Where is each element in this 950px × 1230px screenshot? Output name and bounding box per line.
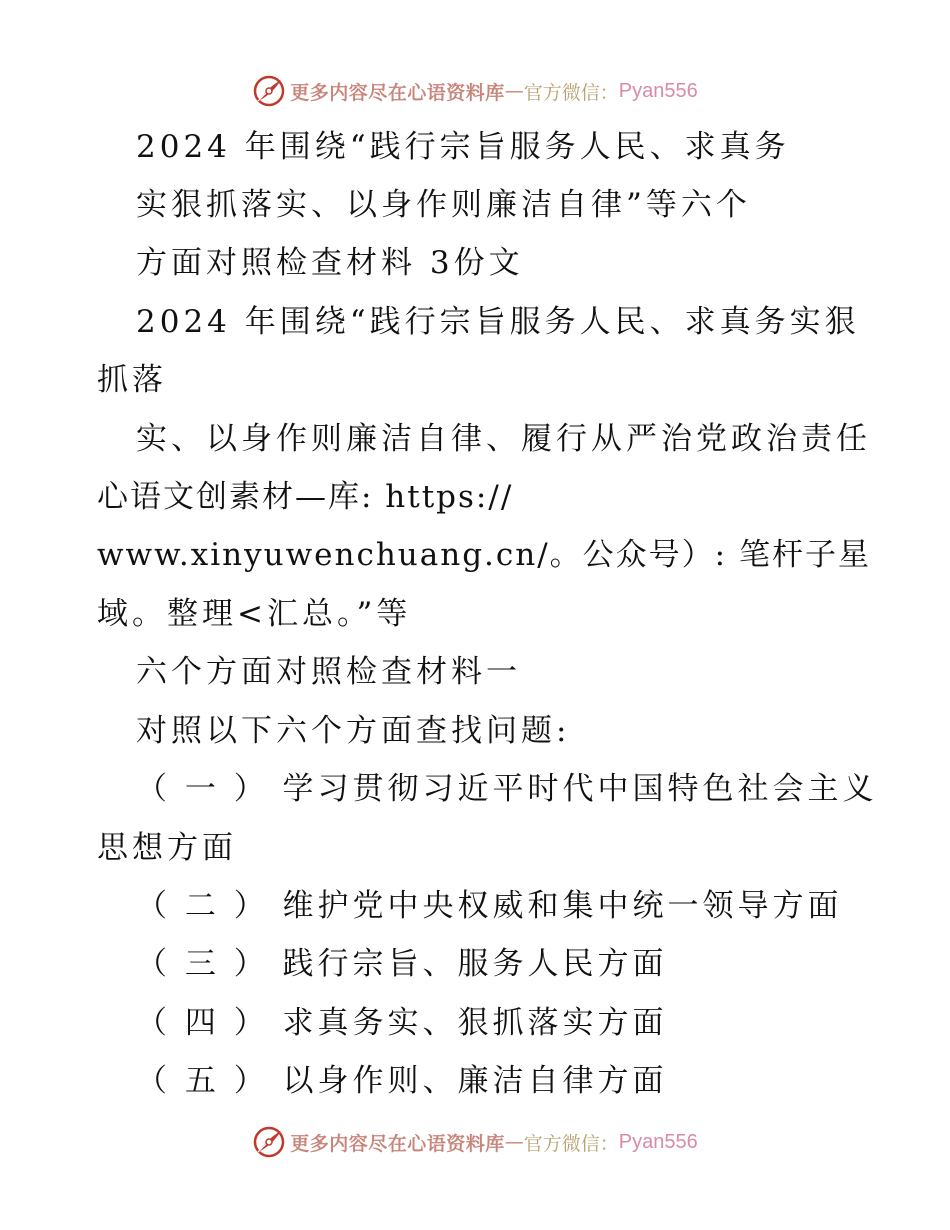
- body-line-9: （ 一 ） 学习贯彻习近平时代中国特色社会主义: [136, 771, 878, 807]
- watermark-separator: —: [504, 80, 524, 102]
- watermark-banner-bottom: [0, 1122, 950, 1162]
- body-line-4: 心语文创素材—库: https://: [97, 479, 514, 515]
- body-line-10: 思想方面: [97, 830, 237, 866]
- body-line-11: （ 二 ） 维护党中央权威和集中统一领导方面: [136, 888, 843, 924]
- watermark-site-text: 更多内容尽在心语资料库: [290, 81, 505, 104]
- body-line-8: 对照以下六个方面查找问题:: [136, 713, 571, 749]
- title-line-3: 方面对照检查材料 3份文: [136, 245, 524, 281]
- watermark-banner-top: [0, 71, 950, 111]
- watermark-label: 官方微信：: [523, 81, 619, 104]
- watermark-separator: —: [504, 1131, 524, 1153]
- title-line-1: 2024 年围绕“践行宗旨服务人民、求真务: [136, 129, 790, 165]
- title-line-2: 实狠抓落实、以身作则廉洁自律”等六个: [136, 187, 751, 223]
- feather-pen-logo-icon: [252, 74, 286, 108]
- body-line-12: （ 三 ） 践行宗旨、服务人民方面: [136, 946, 668, 982]
- watermark-site-text: 更多内容尽在心语资料库: [290, 1132, 505, 1155]
- body-line-13: （ 四 ） 求真务实、狠抓落实方面: [136, 1005, 668, 1041]
- watermark-label: 官方微信：: [523, 1132, 619, 1155]
- body-line-6: 域。整理<汇总。”等: [97, 596, 412, 632]
- body-line-3: 实、以身作则廉洁自律、履行从严治党政治责任: [136, 421, 871, 457]
- body-line-7: 六个方面对照检查材料一: [136, 654, 521, 690]
- feather-pen-logo-icon: [252, 1125, 286, 1159]
- watermark-wechat-id: Pyan556: [618, 79, 698, 102]
- body-line-14: （ 五 ） 以身作则、廉洁自律方面: [136, 1063, 668, 1099]
- body-line-5: www.xinyuwenchuang.cn/。公众号）: 笔杆子星: [97, 537, 871, 573]
- watermark-wechat-id: Pyan556: [618, 1130, 698, 1153]
- body-line-2: 抓落: [97, 362, 167, 398]
- body-line-1: 2024 年围绕“践行宗旨服务人民、求真务实狠: [136, 304, 860, 340]
